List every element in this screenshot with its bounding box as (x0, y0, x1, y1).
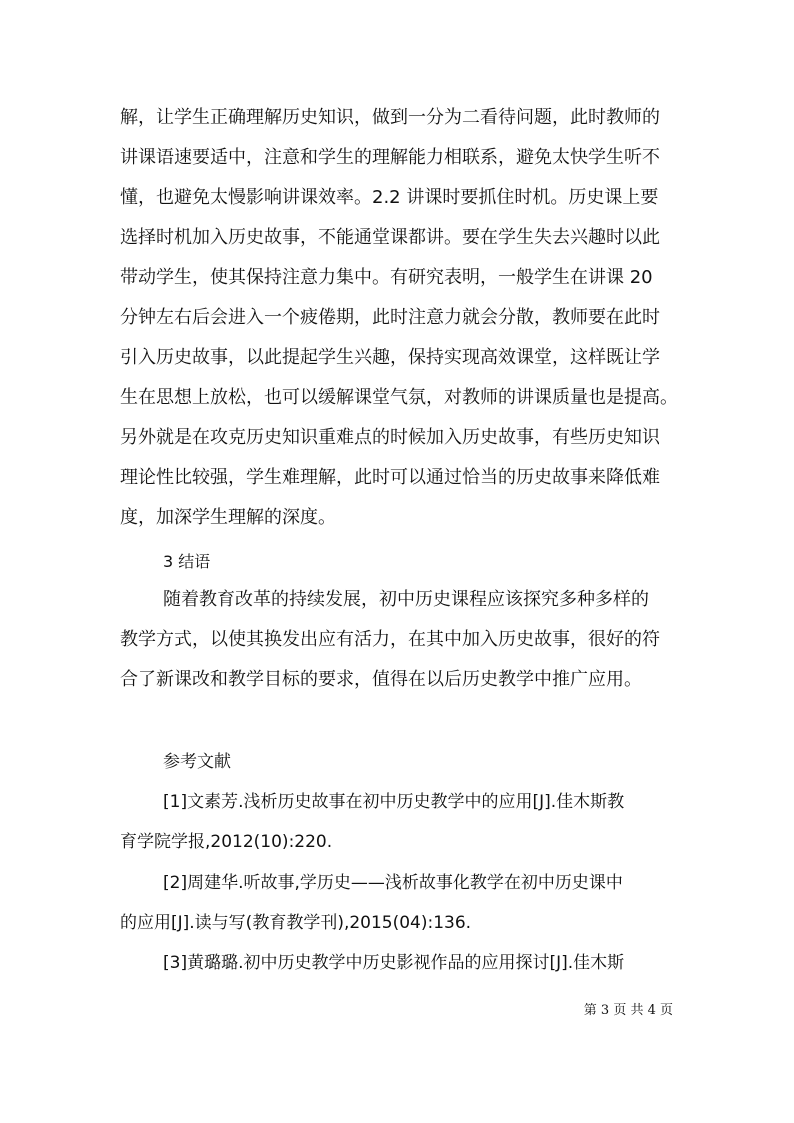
reference-item: [1]文素芳.浅析历史故事在初中历史教学中的应用[J].佳木斯教 (163, 792, 625, 812)
reference-item-continuation: 育学院学报,2012(10):220. (120, 832, 333, 852)
text-line: 生在思想上放松，也可以缓解课堂气氛，对教师的讲课质量也是提高。 (120, 387, 678, 408)
text-line: 理论性比较强，学生难理解，此时可以通过恰当的历史故事来降低难 (120, 467, 660, 488)
text-line: 随着教育改革的持续发展，初中历史课程应该探究多种多样的 (163, 589, 649, 610)
section-heading: 3 结语 (163, 552, 211, 571)
references-heading: 参考文献 (163, 752, 231, 772)
text-line: 解，让学生正确理解历史知识，做到一分为二看待问题，此时教师的 (120, 107, 660, 128)
reference-item-continuation: 的应用[J].读与写(教育教学刊),2015(04):136. (120, 913, 472, 933)
text-line: 讲课语速要适中，注意和学生的理解能力相联系，避免太快学生听不 (120, 147, 660, 168)
text-line: 合了新课改和教学目标的要求，值得在以后历史教学中推广应用。 (120, 669, 642, 690)
reference-item: [3]黄璐璐.初中历史教学中历史影视作品的应用探讨[J].佳木斯 (163, 953, 625, 973)
page-indicator: 第 3 页 共 4 页 (583, 1003, 673, 1018)
text-line: 懂，也避免太慢影响讲课效率。2.2 讲课时要抓住时机。历史课上要 (120, 187, 659, 208)
text-line: 度，加深学生理解的深度。 (120, 507, 336, 528)
text-line: 教学方式，以使其换发出应有活力，在其中加入历史故事，很好的符 (120, 629, 660, 650)
text-line: 引入历史故事，以此提起学生兴趣，保持实现高效课堂，这样既让学 (120, 347, 660, 368)
text-line: 选择时机加入历史故事，不能通堂课都讲。要在学生失去兴趣时以此 (120, 227, 660, 248)
reference-item: [2]周建华.听故事,学历史——浅析故事化教学在初中历史课中 (163, 873, 623, 893)
text-line: 另外就是在攻克历史知识重难点的时候加入历史故事，有些历史知识 (120, 427, 660, 448)
text-line: 分钟左右后会进入一个疲倦期，此时注意力就会分散，教师要在此时 (120, 307, 660, 328)
text-line: 带动学生，使其保持注意力集中。有研究表明，一般学生在讲课 20 (120, 267, 653, 288)
